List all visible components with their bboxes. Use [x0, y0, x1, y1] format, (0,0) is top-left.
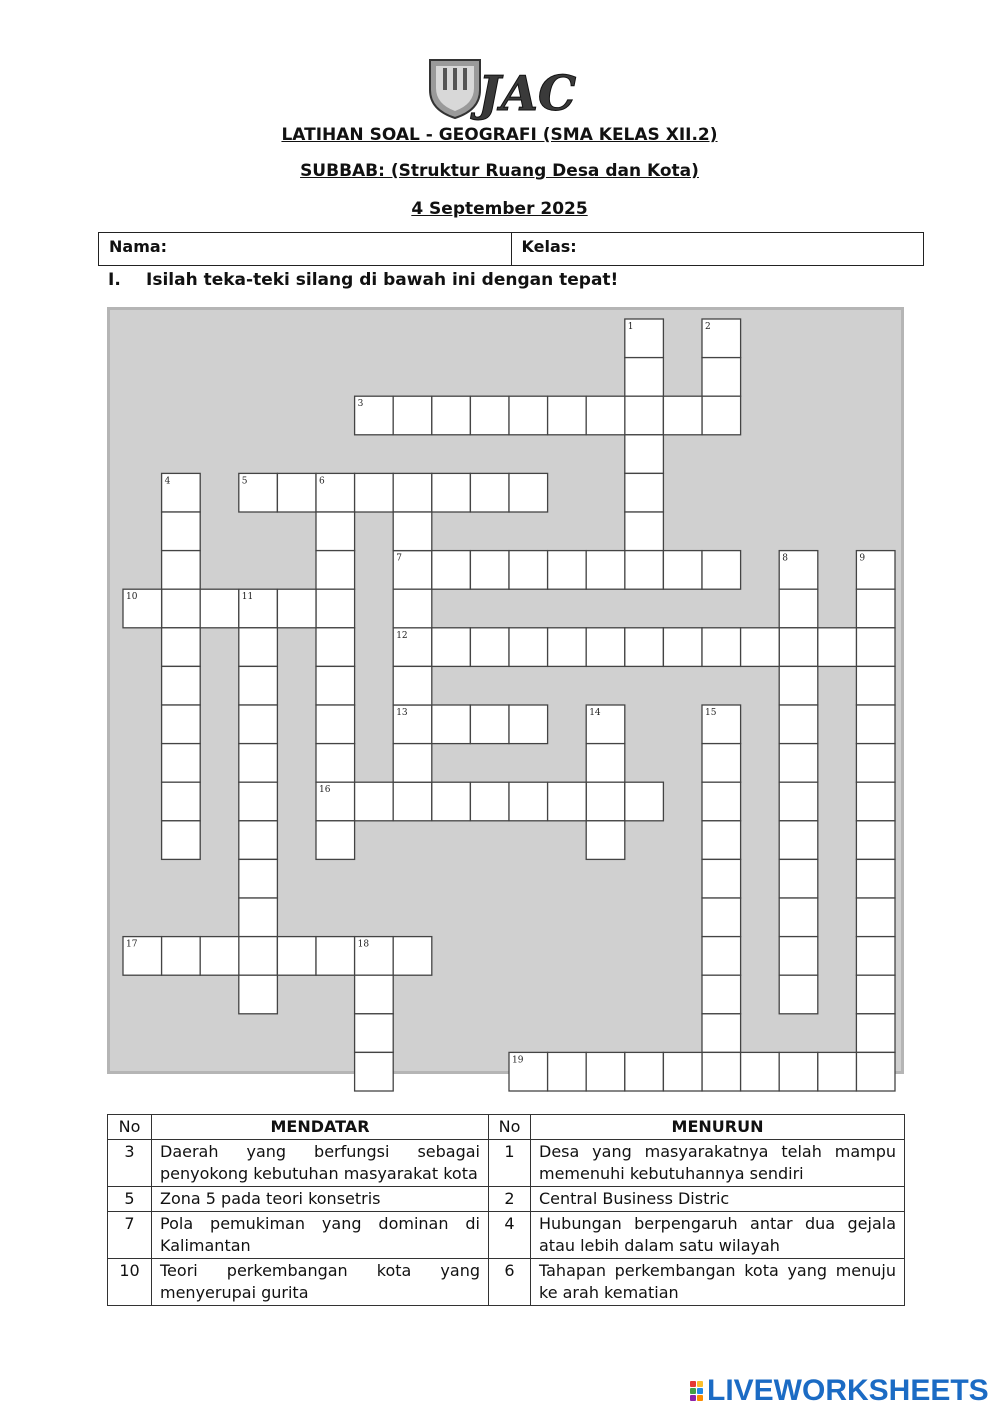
- crossword-cell[interactable]: [702, 898, 741, 937]
- crossword-cell[interactable]: [393, 937, 432, 976]
- crossword-cell[interactable]: [200, 937, 239, 976]
- crossword-cell[interactable]: [162, 589, 201, 628]
- across-clue-number: 3: [108, 1140, 152, 1187]
- crossword-cell[interactable]: [393, 473, 432, 512]
- crossword-cell[interactable]: [548, 628, 587, 667]
- crossword-cell[interactable]: [393, 396, 432, 435]
- crossword-cell[interactable]: [470, 551, 509, 590]
- crossword-cell[interactable]: [548, 1052, 587, 1091]
- crossword-cell[interactable]: [393, 512, 432, 551]
- crossword-cell[interactable]: [779, 898, 818, 937]
- crossword-cell[interactable]: [625, 358, 664, 397]
- liveworksheets-brand: LIVEWORKSHEETS: [707, 1374, 989, 1407]
- down-clue: Tahapan perkembangan kota yang menuju ke arah kematian: [531, 1259, 905, 1306]
- crossword-cell[interactable]: [779, 744, 818, 783]
- crossword-clue-number: 13: [396, 708, 408, 718]
- class-label: Kelas:: [521, 237, 577, 256]
- crossword-cell[interactable]: [856, 859, 895, 898]
- across-header: MENDATAR: [152, 1115, 489, 1140]
- crossword-cell[interactable]: [702, 1052, 741, 1091]
- crossword-cell[interactable]: [470, 473, 509, 512]
- crossword-cell[interactable]: [702, 358, 741, 397]
- crossword-clue-number: 3: [357, 399, 364, 410]
- crossword-clue-number: 1: [627, 322, 634, 332]
- crossword-cell[interactable]: [625, 551, 664, 590]
- crossword-cell[interactable]: [316, 666, 355, 705]
- crossword-cell[interactable]: [316, 628, 355, 667]
- crossword-cell[interactable]: [625, 473, 664, 512]
- crossword-cell[interactable]: [586, 551, 625, 590]
- crossword-cell[interactable]: [239, 859, 278, 898]
- crossword-cell[interactable]: [355, 1014, 394, 1053]
- crossword-cell[interactable]: [277, 589, 316, 628]
- crossword-cell[interactable]: [162, 744, 201, 783]
- crossword-cell[interactable]: [200, 589, 239, 628]
- crossword-cell[interactable]: [779, 666, 818, 705]
- crossword-cell[interactable]: [432, 551, 471, 590]
- crossword-cell[interactable]: [856, 744, 895, 783]
- crossword-cell[interactable]: [239, 744, 278, 783]
- crossword-clue-number: 12: [396, 630, 408, 641]
- crossword-clue-number: 6: [319, 476, 325, 487]
- clue-row: [108, 1140, 905, 1187]
- crossword-cell[interactable]: [586, 396, 625, 435]
- instruction: [108, 270, 618, 290]
- crossword-clue-number: 9: [859, 553, 866, 564]
- down-header: MENURUN: [531, 1115, 905, 1140]
- crossword-cell[interactable]: [586, 821, 625, 860]
- crossword-cell[interactable]: [162, 628, 201, 667]
- crossword-cell[interactable]: [625, 435, 664, 474]
- crossword-cell[interactable]: [548, 782, 587, 821]
- crossword-clue-number: 18: [357, 939, 370, 950]
- across-no-header: No: [108, 1115, 152, 1140]
- crossword-cell[interactable]: [239, 666, 278, 705]
- crossword-clue-number: 2: [705, 322, 711, 332]
- crossword-cell[interactable]: [586, 744, 625, 783]
- crossword-cell[interactable]: [355, 975, 394, 1014]
- crossword-cell[interactable]: [548, 396, 587, 435]
- crossword-cell[interactable]: [548, 551, 587, 590]
- crossword-cell[interactable]: [432, 396, 471, 435]
- crossword-cell[interactable]: [779, 589, 818, 628]
- crossword-cell[interactable]: [470, 705, 509, 744]
- crossword-cell[interactable]: [625, 512, 664, 551]
- crossword-cell[interactable]: [702, 396, 741, 435]
- crossword-cell[interactable]: [856, 782, 895, 821]
- worksheet-subtitle: SUBBAB: (Struktur Ruang Desa dan Kota): [300, 161, 699, 181]
- crossword-cell[interactable]: [625, 1052, 664, 1091]
- crossword-cell[interactable]: [779, 705, 818, 744]
- crossword-cell[interactable]: [779, 1052, 818, 1091]
- crossword-cell[interactable]: [586, 628, 625, 667]
- across-clue-number: 10: [108, 1259, 152, 1306]
- crossword-cell[interactable]: [393, 666, 432, 705]
- crossword-cell[interactable]: [162, 666, 201, 705]
- liveworksheets-logo: [690, 1374, 989, 1408]
- crossword-cell[interactable]: [856, 937, 895, 976]
- crossword-cell[interactable]: [702, 821, 741, 860]
- crossword-cell[interactable]: [702, 1014, 741, 1053]
- clue-row: [108, 1212, 905, 1259]
- crossword-cell[interactable]: [702, 975, 741, 1014]
- crossword-cell[interactable]: [239, 821, 278, 860]
- student-info-box: [98, 232, 924, 266]
- down-clue-number: 4: [489, 1212, 531, 1259]
- crossword-cell[interactable]: [470, 628, 509, 667]
- crossword-cell[interactable]: [856, 1014, 895, 1053]
- crossword-cell[interactable]: [470, 396, 509, 435]
- across-clue: Zona 5 pada teori konsetris: [152, 1187, 489, 1212]
- crossword-clue-number: 10: [126, 592, 138, 603]
- crossword-cell[interactable]: [162, 512, 201, 551]
- name-label: Nama:: [109, 237, 168, 256]
- crossword-clue-number: 7: [396, 553, 402, 564]
- logo-text: JAC: [478, 66, 577, 122]
- crossword-cell[interactable]: [509, 396, 548, 435]
- crossword-cell[interactable]: [586, 782, 625, 821]
- crossword-cell[interactable]: [779, 975, 818, 1014]
- crossword-cell[interactable]: [856, 705, 895, 744]
- down-no-header: No: [489, 1115, 531, 1140]
- crossword-cell[interactable]: [741, 1052, 780, 1091]
- crossword-cell[interactable]: [779, 821, 818, 860]
- crossword-cell[interactable]: [625, 782, 664, 821]
- across-clue: Daerah yang berfungsi sebagai penyokong kebutuhan masyarakat kota: [152, 1140, 489, 1187]
- crossword-cell[interactable]: [856, 821, 895, 860]
- worksheet-date: 4 September 2025: [411, 199, 588, 219]
- crossword-cell[interactable]: [663, 628, 702, 667]
- down-clue-number: 6: [489, 1259, 531, 1306]
- crossword-cell[interactable]: [432, 782, 471, 821]
- crossword-cell[interactable]: [702, 782, 741, 821]
- crossword-cell[interactable]: [509, 782, 548, 821]
- crossword-cell[interactable]: [856, 589, 895, 628]
- school-logo: [426, 56, 577, 122]
- crossword-clue-number: 5: [241, 476, 248, 487]
- crossword-cell[interactable]: [316, 821, 355, 860]
- crossword-cell[interactable]: [432, 473, 471, 512]
- instruction-text: Isilah teka-teki silang di bawah ini dengan tepat!: [146, 270, 619, 290]
- crossword-cell[interactable]: [316, 551, 355, 590]
- across-clue: Teori perkembangan kota yang menyerupai gurita: [152, 1259, 489, 1306]
- crossword-cell[interactable]: [432, 628, 471, 667]
- crossword-cell[interactable]: [316, 512, 355, 551]
- crossword-cell[interactable]: [509, 473, 548, 512]
- crossword-clue-number: 14: [589, 708, 601, 718]
- crossword-cell[interactable]: [625, 628, 664, 667]
- crossword-cell[interactable]: [277, 473, 316, 512]
- crossword-cell[interactable]: [741, 628, 780, 667]
- clues-table: [107, 1114, 905, 1306]
- crossword-cell[interactable]: [239, 782, 278, 821]
- crossword-cell[interactable]: [663, 551, 702, 590]
- clue-row: [108, 1187, 905, 1212]
- down-clue-number: 1: [489, 1140, 531, 1187]
- liveworksheets-icon: [690, 1381, 703, 1401]
- clue-row: [108, 1259, 905, 1306]
- crossword-clue-number: 11: [241, 592, 254, 603]
- crossword-cell[interactable]: [779, 782, 818, 821]
- crossword-cell[interactable]: [316, 744, 355, 783]
- crossword-cell[interactable]: [663, 396, 702, 435]
- crossword-clue-number: 17: [126, 939, 138, 950]
- crossword-cell[interactable]: [239, 975, 278, 1014]
- across-clue-number: 7: [108, 1212, 152, 1259]
- down-clue: Central Business Distric: [531, 1187, 905, 1212]
- down-clue: Desa yang masyarakatnya telah mampu memenuhi kebutuhannya sendiri: [531, 1140, 905, 1187]
- crossword-cell[interactable]: [316, 589, 355, 628]
- crossword-cell[interactable]: [162, 937, 201, 976]
- crossword-cell[interactable]: [393, 744, 432, 783]
- crossword-clue-number: 8: [782, 553, 788, 564]
- crossword-cell[interactable]: [702, 937, 741, 976]
- crossword-cell[interactable]: [355, 473, 394, 512]
- crossword-cell[interactable]: [355, 782, 394, 821]
- crossword-cell[interactable]: [702, 859, 741, 898]
- crossword-cell[interactable]: [239, 705, 278, 744]
- down-clue-number: 2: [489, 1187, 531, 1212]
- crossword-clue-number: 19: [512, 1055, 524, 1066]
- worksheet-title: LATIHAN SOAL - GEOGRAFI (SMA KELAS XII.2): [281, 125, 718, 145]
- crossword-cell[interactable]: [239, 628, 278, 667]
- crossword-cell[interactable]: [779, 937, 818, 976]
- crossword-cell[interactable]: [856, 975, 895, 1014]
- crossword-cell[interactable]: [509, 705, 548, 744]
- crossword-cell[interactable]: [277, 937, 316, 976]
- crossword-cell[interactable]: [509, 551, 548, 590]
- crossword-cell[interactable]: [702, 628, 741, 667]
- crossword-clue-number: 15: [705, 708, 717, 718]
- crossword-cell[interactable]: [586, 1052, 625, 1091]
- name-field[interactable]: [99, 233, 511, 265]
- crossword-cell[interactable]: [316, 705, 355, 744]
- across-clue-number: 5: [108, 1187, 152, 1212]
- crossword-cell[interactable]: [239, 898, 278, 937]
- crossword-cell[interactable]: [779, 859, 818, 898]
- crossword-svg: [107, 307, 904, 1074]
- crossword-cell[interactable]: [702, 744, 741, 783]
- crossword-cell[interactable]: [393, 589, 432, 628]
- crossword-cell[interactable]: [856, 898, 895, 937]
- crossword-cell[interactable]: [470, 782, 509, 821]
- crossword-cell[interactable]: [393, 782, 432, 821]
- crossword-cell[interactable]: [779, 628, 818, 667]
- crossword-cell[interactable]: [625, 396, 664, 435]
- crossword-cell[interactable]: [316, 937, 355, 976]
- clues-header-row: [108, 1115, 905, 1140]
- crossword-cell[interactable]: [818, 1052, 857, 1091]
- crossword-cell[interactable]: [432, 705, 471, 744]
- crossword-cell[interactable]: [239, 937, 278, 976]
- crossword-cell[interactable]: [856, 1052, 895, 1091]
- crossword-cell[interactable]: [818, 628, 857, 667]
- crossword-grid: [107, 307, 904, 1074]
- crossword-cell[interactable]: [355, 1052, 394, 1091]
- crossword-cell[interactable]: [162, 551, 201, 590]
- crossword-cell[interactable]: [162, 821, 201, 860]
- class-field[interactable]: [511, 233, 924, 265]
- crossword-clue-number: 4: [164, 476, 171, 487]
- instruction-number: I.: [108, 270, 121, 290]
- crossword-cell[interactable]: [509, 628, 548, 667]
- crossword-cell[interactable]: [663, 1052, 702, 1091]
- crossword-clue-number: 16: [319, 785, 331, 796]
- crossword-cell[interactable]: [856, 628, 895, 667]
- crossword-cell[interactable]: [702, 551, 741, 590]
- crossword-cell[interactable]: [856, 666, 895, 705]
- down-clue: Hubungan berpengaruh antar dua gejala atau lebih dalam satu wilayah: [531, 1212, 905, 1259]
- crossword-cell[interactable]: [162, 705, 201, 744]
- across-clue: Pola pemukiman yang dominan di Kalimantan: [152, 1212, 489, 1259]
- crossword-cell[interactable]: [162, 782, 201, 821]
